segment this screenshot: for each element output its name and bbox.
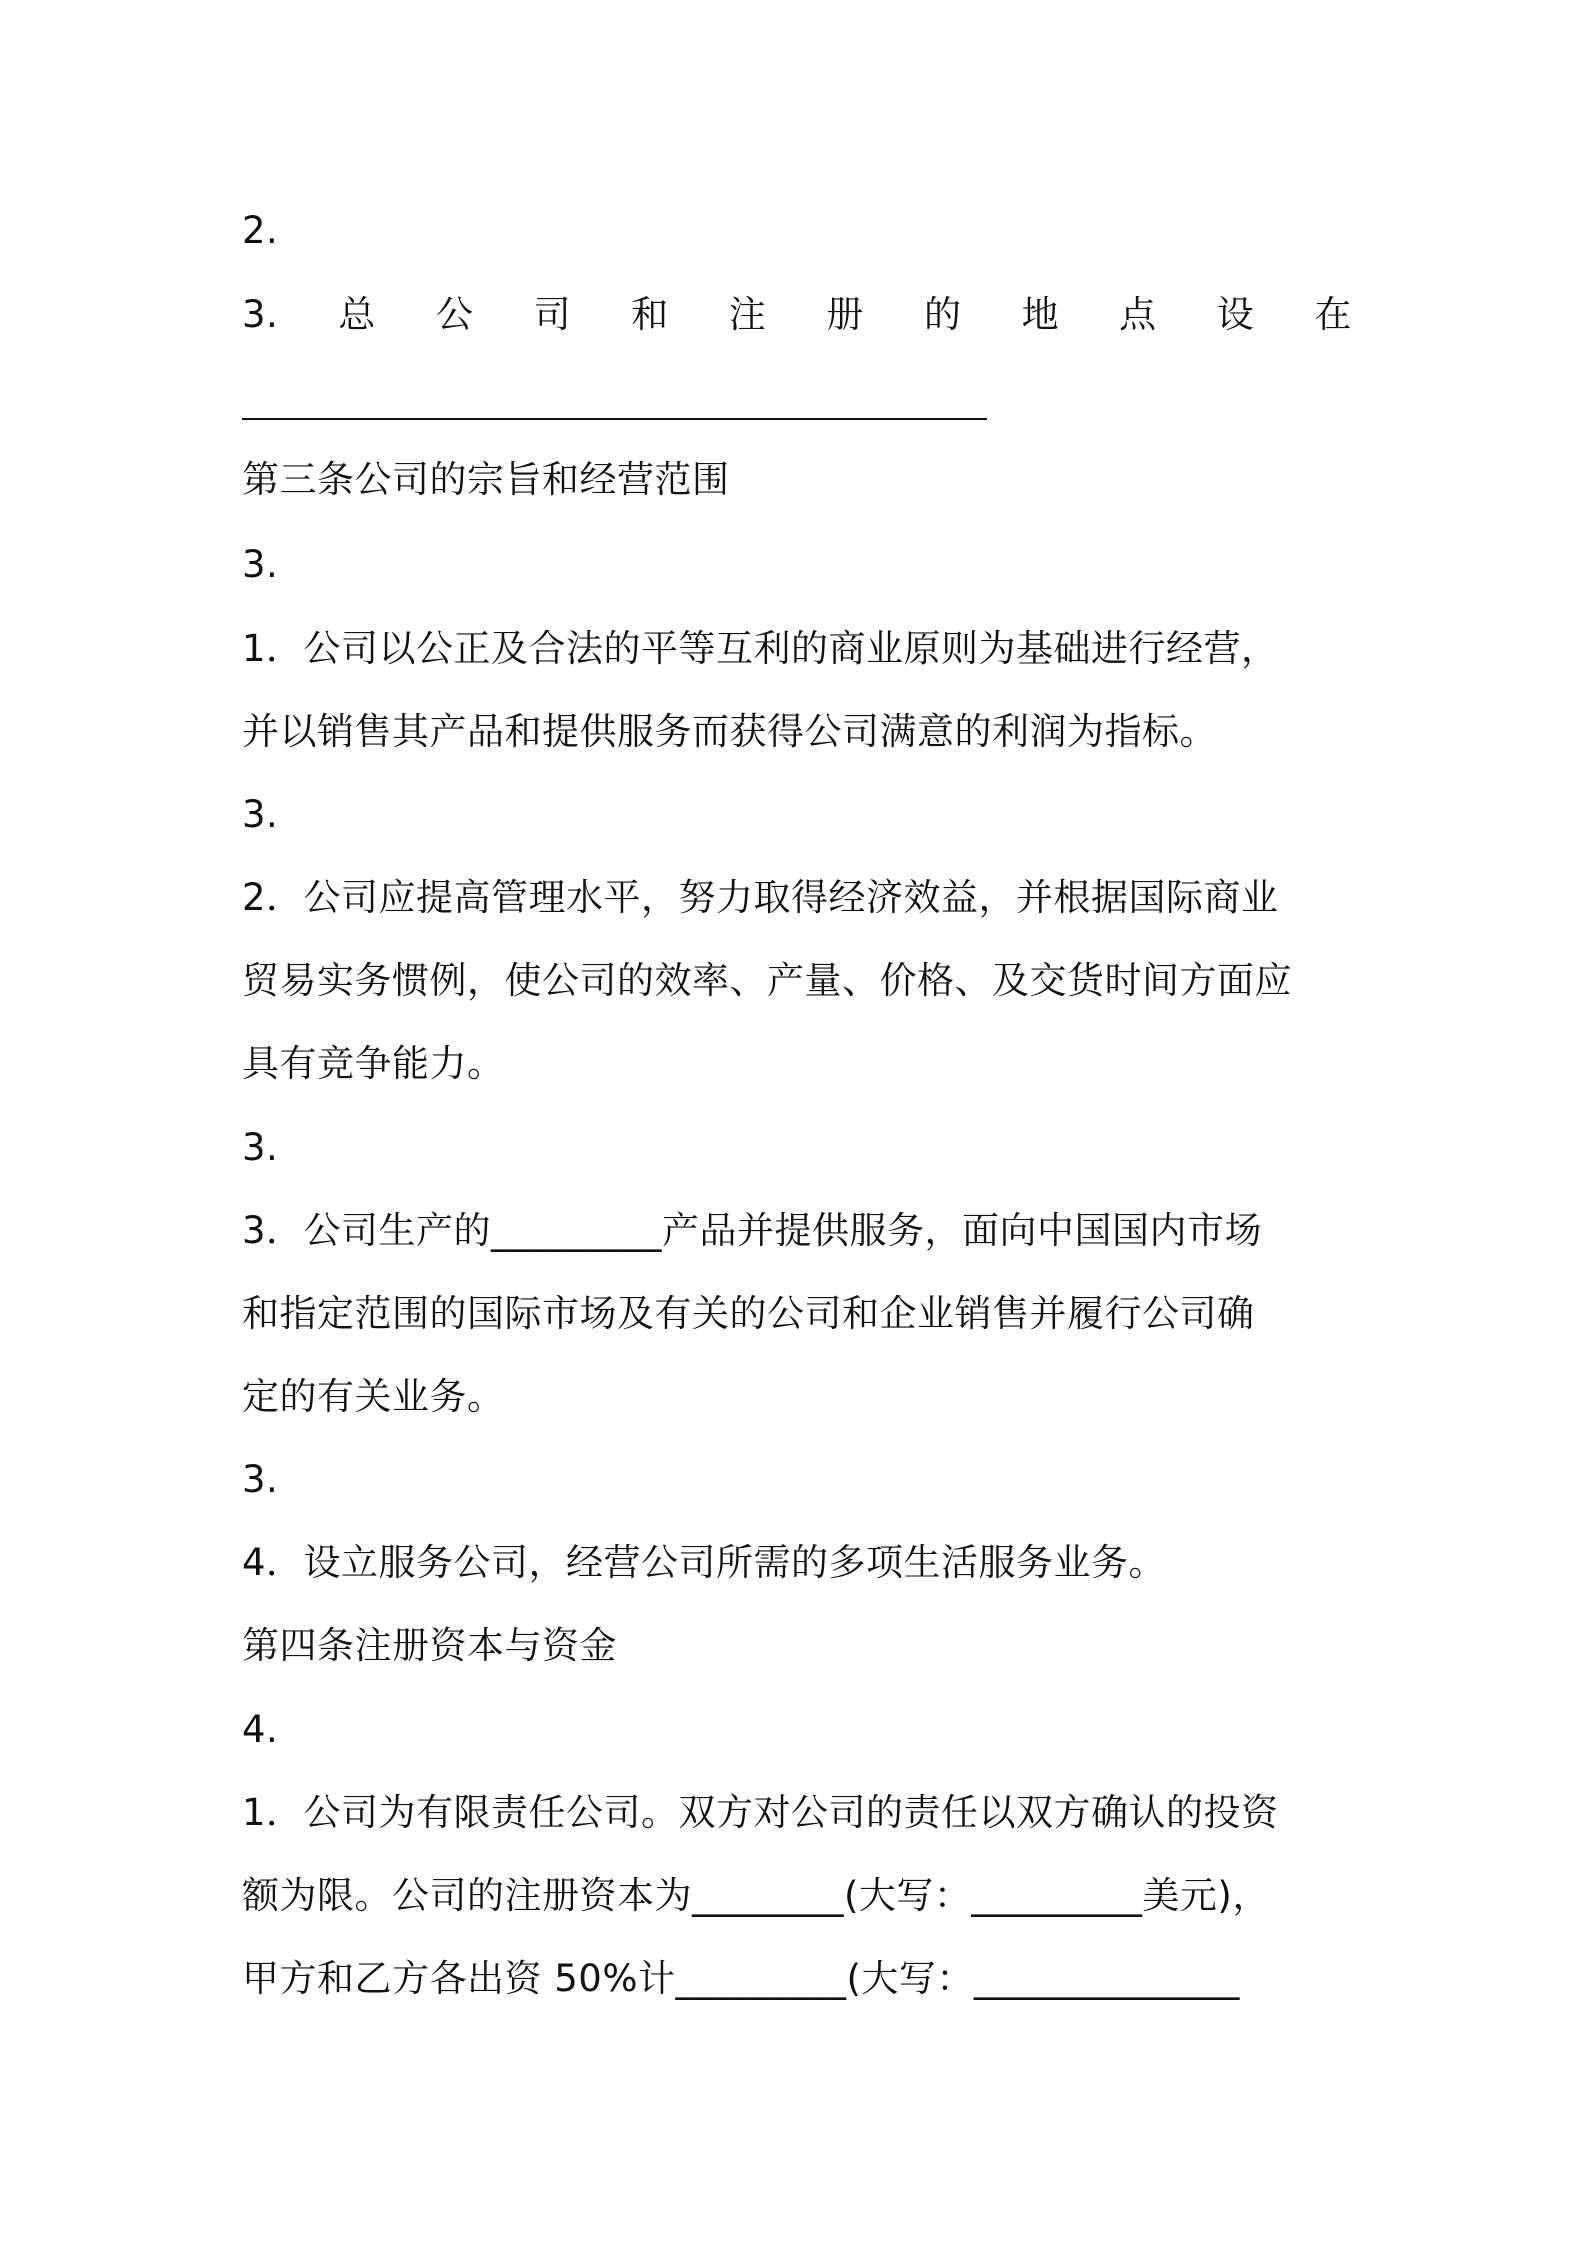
text-line: 贸易实务惯例，使公司的效率、产量、价格、及交货时间方面应 xyxy=(242,959,1292,1002)
text-line: 1．公司为有限责任公司。双方对公司的责任以双方确认的投资 xyxy=(242,1791,1279,1834)
text-line: 3. xyxy=(242,543,279,586)
text-line: 定的有关业务。 xyxy=(242,1375,505,1418)
spread-char: 注 xyxy=(728,293,767,336)
text-line-2-justified xyxy=(242,290,1352,340)
spread-char: 公 xyxy=(436,293,474,336)
blank-underline xyxy=(242,418,987,420)
spread-char: 册 xyxy=(826,293,864,336)
text-line: 1．公司以公正及合法的平等互利的商业原则为基础进行经营， xyxy=(242,627,1279,670)
text-line: 并以销售其产品和提供服务而获得公司满意的利润为指标。 xyxy=(242,710,1217,753)
spread-char: 总 xyxy=(338,293,376,336)
spread-char: 地 xyxy=(1021,293,1060,336)
spread-char: 和 xyxy=(631,293,669,336)
text-line: 和指定范围的国际市场及有关的公司和企业销售并履行公司确 xyxy=(242,1292,1255,1335)
text-line: 3. xyxy=(242,1458,279,1501)
text-line: 2．公司应提高管理水平，努力取得经济效益，并根据国际商业 xyxy=(242,876,1279,919)
section-heading-4: 第四条注册资本与资金 xyxy=(242,1624,617,1667)
spread-char: 点 xyxy=(1119,293,1157,336)
text-line: 3. xyxy=(242,1126,279,1169)
spread-char: 3. xyxy=(242,293,279,336)
section-heading-3: 第三条公司的宗旨和经营范围 xyxy=(242,458,730,501)
spread-char: 司 xyxy=(533,293,572,336)
text-line-1: 2. xyxy=(242,209,279,252)
text-line: 3．公司生产的_________产品并提供服务，面向中国国内市场 xyxy=(242,1209,1263,1252)
text-line: 4．设立服务公司，经营公司所需的多项生活服务业务。 xyxy=(242,1541,1167,1584)
text-line: 4. xyxy=(242,1708,279,1751)
spread-char: 的 xyxy=(923,293,962,336)
text-line: 额为限。公司的注册资本为________(大写：_________美元)， xyxy=(242,1874,1270,1917)
spread-char: 在 xyxy=(1314,293,1352,336)
spread-char: 设 xyxy=(1216,293,1255,336)
text-line: 3. xyxy=(242,793,279,836)
text-line: 甲方和乙方各出资 50%计_________(大写：______________ xyxy=(242,1957,1240,2000)
text-line: 具有竞争能力。 xyxy=(242,1042,505,1085)
